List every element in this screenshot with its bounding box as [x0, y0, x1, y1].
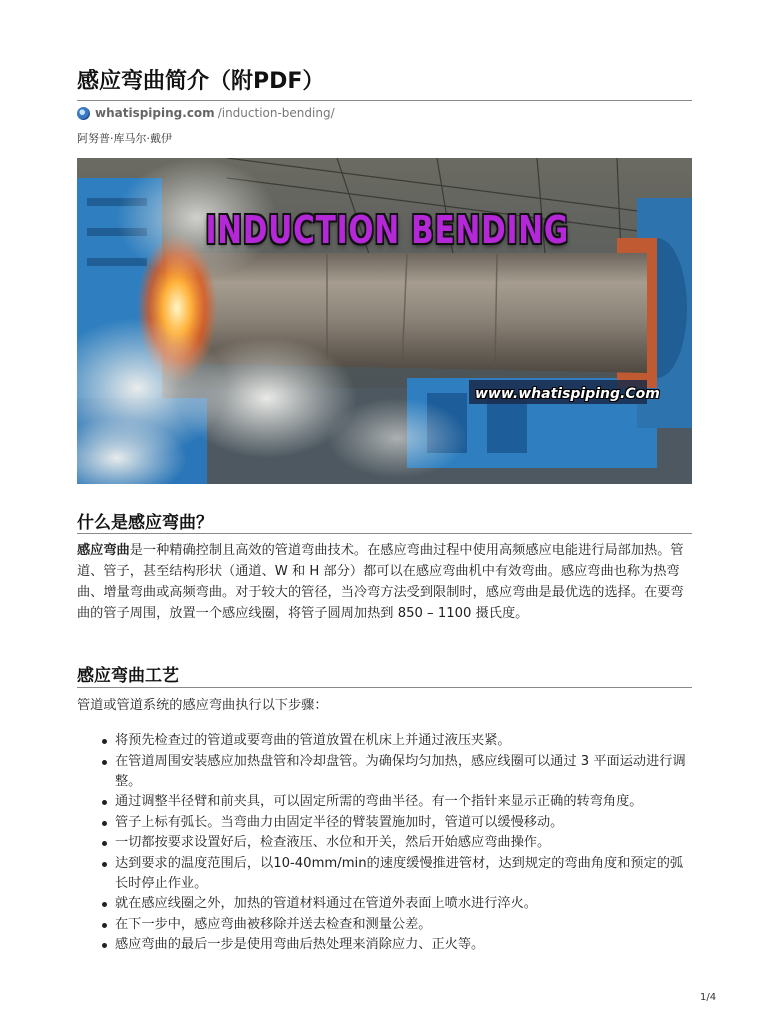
list-item: 达到要求的温度范围后，以10-40mm/min的速度缓慢推进管材，达到规定的弯曲角度和预定的弧长时停止作业。: [77, 854, 692, 894]
source-path: /induction-bending/: [217, 106, 335, 120]
hero-overlay-title: INDUCTION BENDING: [205, 208, 569, 252]
list-item: 在管道周围安装感应加热盘管和冷却盘管。为确保均匀加热，感应线圈可以通过 3 平面运动进行调整。: [77, 752, 692, 792]
source-domain-link[interactable]: whatispiping.com: [95, 106, 215, 120]
page-title: 感应弯曲简介（附PDF）: [77, 69, 325, 94]
process-steps-list: [77, 731, 692, 956]
list-item: 就在感应线圈之外，加热的管道材料通过在管道外表面上喷水进行淬火。: [77, 894, 692, 914]
term-highlight: 感应弯曲: [77, 543, 130, 558]
list-item: 将预先检查过的管道或要弯曲的管道放置在机床上并通过液压夹紧。: [77, 731, 692, 751]
list-item: 通过调整半径臂和前夹具，可以固定所需的弯曲半径。有一个指针来显示正确的转弯角度。: [77, 792, 692, 812]
intro-text: 是一种精确控制且高效的管道弯曲技术。在感应弯曲过程中使用高频感应电能进行局部加热。管道、管子，甚至结构形状（通道、W 和 H 部分）都可以在感应弯曲机中有效弯曲。感应弯曲也称为热弯曲、增量弯曲或高频弯曲。对于较大的管径，当冷弯方法受到限制时，感应弯曲是最优选的选择。在要弯曲的管子周围，放置一个感应线圈，将管子圆周加热到 850 – 1100 摄氏度。: [77, 543, 684, 621]
hero-watermark: www.whatispiping.Com: [475, 386, 660, 402]
title-divider: [77, 100, 692, 101]
page-number: 1/4: [700, 992, 717, 1003]
author-name: 阿努普·库马尔·戴伊: [77, 132, 172, 145]
process-intro: 管道或管道系统的感应弯曲执行以下步骤：: [77, 698, 328, 713]
list-item: 管子上标有弧长。当弯曲力由固定半径的臂装置施加时，管道可以缓慢移动。: [77, 813, 692, 833]
list-item: 感应弯曲的最后一步是使用弯曲后热处理来消除应力、正火等。: [77, 935, 692, 955]
induction-bending-photo: [77, 158, 692, 484]
list-item: 一切都按要求设置好后，检查液压、水位和开关，然后开始感应弯曲操作。: [77, 833, 692, 853]
hero-image: [77, 158, 692, 484]
source-line: [77, 106, 335, 120]
section-heading-process: 感应弯曲工艺: [77, 666, 179, 686]
intro-paragraph: [77, 540, 692, 624]
site-favicon-icon: [77, 107, 90, 120]
section-divider: [77, 687, 692, 688]
section-heading-what-is: 什么是感应弯曲？: [77, 513, 213, 533]
list-item: 在下一步中，感应弯曲被移除并送去检查和测量公差。: [77, 915, 692, 935]
section-divider: [77, 533, 692, 534]
